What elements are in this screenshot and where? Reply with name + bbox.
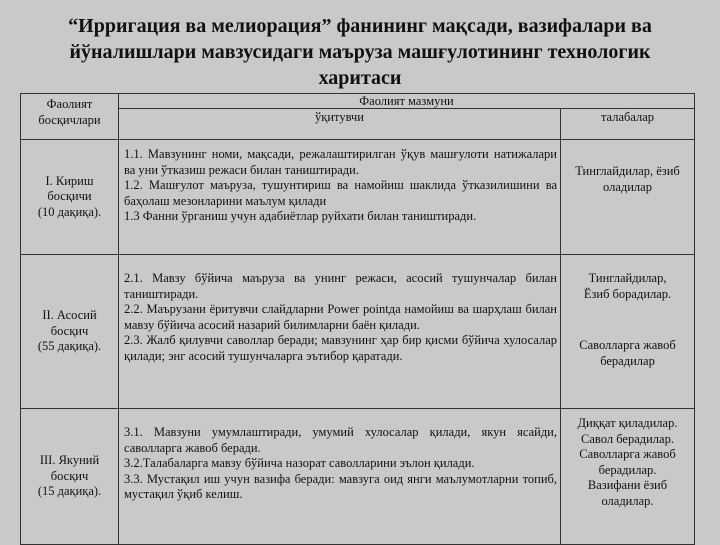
stage-word: босқичи — [47, 189, 92, 204]
teacher-step: 3.3. Мустақил иш учун вазифа беради: мавзуга оид янги маълумотларни топиб, мустақил ўқиб келиш. — [124, 471, 557, 501]
student-activity-cell — [561, 140, 695, 255]
stage-word: босқич — [50, 468, 89, 483]
student-action: Тинглайдилар, ёзиб оладилар — [575, 164, 680, 194]
header-content: Фаолият мазмуни — [119, 94, 695, 109]
stage-duration: (10 дақиқа). — [37, 204, 102, 219]
student-action: Савол берадилар. — [581, 431, 674, 446]
spacer — [564, 302, 691, 338]
teacher-step: 3.2.Талабаларга мавзу бўйича назорат саволларини эълон қилади. — [124, 456, 475, 470]
header-students: талабалар — [561, 109, 695, 140]
student-activity-cell — [561, 255, 695, 409]
student-action: Тинглайдилар, — [588, 271, 667, 285]
student-action: Вазифани ёзиб оладилар. — [587, 478, 668, 508]
student-action: Диққат қиладилар. — [577, 416, 678, 430]
teacher-step: 3.1. Мавзуни умумлаштиради, умумий хулосалар қилади, якун ясайди, саволларга жавоб беради. — [124, 425, 557, 455]
technology-map-table — [20, 93, 695, 545]
stage-word: босқич — [50, 323, 89, 338]
student-action: Саволларга жавоб берадилар — [579, 338, 676, 368]
teacher-step: 2.1. Мавзу бўйича маъруза ва унинг режаси, асосий тушунчалар билан таништиради. — [124, 271, 557, 301]
table-row — [21, 255, 695, 409]
teacher-step: 1.1. Мавзунинг номи, мақсади, режалаштирилган ўқув машғулоти натижалари ва уни ўтказиш режаси билан таништиради. — [124, 147, 557, 177]
teacher-activity-cell — [119, 255, 561, 409]
stage-name: I. Кириш — [45, 173, 94, 188]
document-title — [0, 13, 720, 91]
stage-duration: (15 дақиқа). — [37, 484, 102, 499]
stage-name: II. Асосий — [42, 308, 97, 323]
teacher-step: 1.2. Машғулот маъруза, тушунтириш ва намойиш шаклида ўтказилишини ва баҳолаш мезонларини маълум қилади — [124, 178, 557, 208]
stage-cell — [21, 255, 119, 409]
teacher-step: 2.2. Маърузани ёритувчи слайдларни Power pointда намойиш ва шарҳлаш билан мавзу бўйича асосий назарий билимларни баён қилади. — [124, 302, 557, 332]
stage-duration: (55 дақиқа). — [37, 339, 102, 354]
table-header-row — [21, 94, 695, 109]
teacher-activity-cell — [119, 409, 561, 545]
stage-cell — [21, 409, 119, 545]
stage-cell — [21, 140, 119, 255]
teacher-activity-cell — [119, 140, 561, 255]
stage-name: III. Якуний — [39, 453, 100, 468]
table-row — [21, 409, 695, 545]
title-line-2: йўналишлари мавзусидаги маъруза машғулотининг технологик — [69, 41, 651, 63]
header-stage: Фаолият босқичлари — [21, 94, 119, 140]
title-line-3: харитаси — [318, 67, 402, 89]
header-teacher: ўқитувчи — [119, 109, 561, 140]
teacher-step: 2.3. Жалб қилувчи саволлар беради; мавзунинг ҳар бир қисми бўйича хулосалар қилади; энг асосий тушунчаларга эътибор қаратади. — [124, 333, 557, 363]
student-activity-cell — [561, 409, 695, 545]
student-action: Саволларга жавоб берадилар. — [579, 447, 676, 477]
teacher-step: 1.3 Фанни ўрганиш учун адабиётлар руйхати билан таништиради. — [124, 209, 477, 223]
table-row — [21, 140, 695, 255]
title-line-1: “Ирригация ва мелиорация” фанининг мақсади, вазифалари ва — [68, 15, 652, 37]
student-action: Ёзиб борадилар. — [583, 286, 672, 301]
table-subheader-row — [21, 109, 695, 140]
